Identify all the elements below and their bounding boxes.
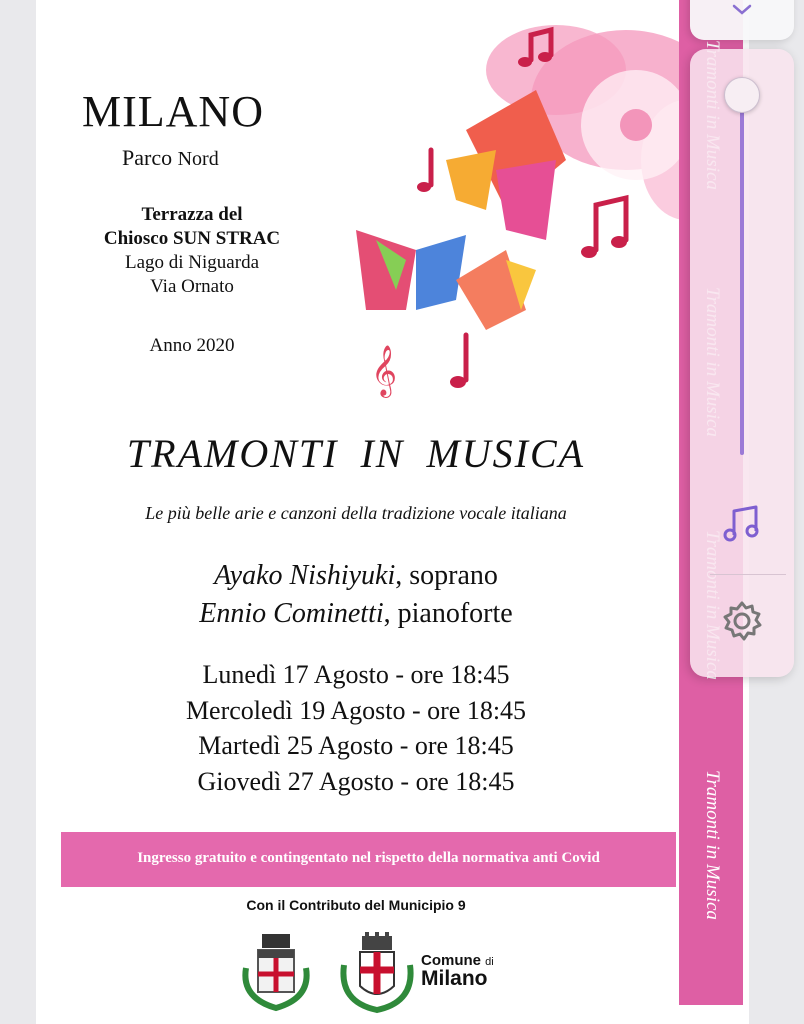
performer-line [36, 560, 676, 592]
floating-toolbar-top[interactable] [690, 0, 794, 40]
flowers-butterflies-illustration [306, 10, 726, 400]
performer-role: , soprano [395, 560, 498, 591]
volume-slider-thumb[interactable] [724, 77, 760, 113]
performer-name: Ayako Nishiyuki [214, 560, 396, 591]
banner-text: Ingresso gratuito e contingentato nel rispetto della normativa anti Covid [137, 850, 600, 866]
panel-divider [710, 574, 786, 575]
gear-icon[interactable] [720, 599, 764, 643]
volume-slider-track[interactable] [740, 93, 744, 455]
city-name: MILANO [82, 87, 264, 136]
date-line: Lunedì 17 Agosto - ore 18:45 [202, 660, 510, 689]
date-line: Mercoledì 19 Agosto - ore 18:45 [185, 696, 527, 725]
venue-line: Chiosco SUN STRAC [103, 228, 281, 249]
venue-line: Terrazza del [141, 204, 243, 225]
contribution-text: Con il Contributo del Municipio 9 [246, 897, 466, 913]
performer-role: , pianoforte [383, 598, 513, 629]
svg-text:𝄞: 𝄞 [371, 345, 398, 396]
event-title: TRAMONTI IN MUSICA [126, 431, 586, 476]
park-name [122, 145, 219, 171]
comune-city: Milano [421, 967, 488, 990]
comune-label: Comune [421, 952, 481, 969]
park-main: Parco [122, 145, 173, 170]
comune-di: di [485, 956, 494, 968]
performer-name: Ennio Cominetti [199, 598, 384, 629]
chevron-down-icon[interactable] [730, 4, 754, 16]
date-line: Martedì 25 Agosto - ore 18:45 [198, 731, 514, 760]
park-sub: Nord [177, 148, 219, 170]
music-note-icon[interactable] [720, 501, 764, 545]
comune-logo-text [421, 952, 494, 991]
venue-line: Lago di Niguarda [124, 252, 259, 273]
event-poster [36, 0, 749, 1024]
info-banner [61, 832, 676, 887]
performer-line [36, 598, 676, 630]
event-subtitle: Le più belle arie e canzoni della tradizione vocale italiana [145, 503, 567, 523]
milano-crest-icon [334, 930, 420, 1014]
floating-side-panel [690, 49, 794, 677]
municipio-crest-icon [236, 928, 316, 1012]
venue-line: Via Ornato [150, 276, 234, 297]
venue-info [82, 203, 302, 299]
date-line: Giovedì 27 Agosto - ore 18:45 [197, 767, 515, 796]
event-year: Anno 2020 [149, 335, 235, 356]
stripe-text: Tramonti in Musica [702, 770, 723, 920]
